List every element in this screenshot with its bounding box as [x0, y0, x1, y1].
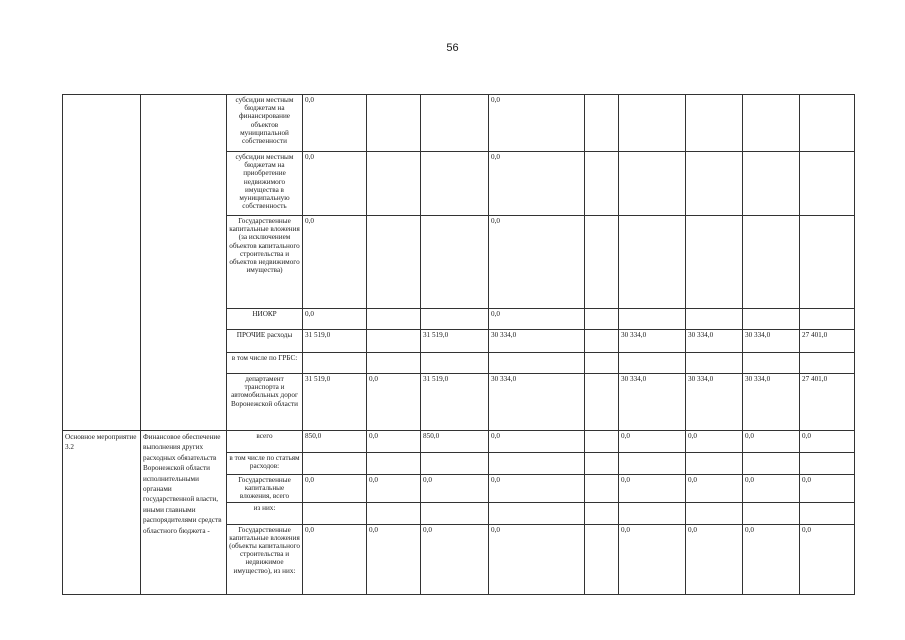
value-cell: 30 334,0: [619, 330, 686, 353]
expense-item-label: ПРОЧИЕ расходы: [227, 330, 303, 353]
value-cell: 0,0: [303, 524, 367, 594]
value-cell: [686, 152, 743, 216]
value-cell: [421, 216, 489, 309]
value-cell: 850,0: [421, 431, 489, 453]
value-cell: [367, 353, 421, 374]
value-cell: [585, 152, 619, 216]
value-cell: [421, 353, 489, 374]
value-cell: [585, 475, 619, 503]
value-cell: [585, 216, 619, 309]
value-cell: 0,0: [619, 431, 686, 453]
value-cell: [367, 453, 421, 475]
value-cell: [585, 502, 619, 524]
expense-item-label: из них:: [227, 502, 303, 524]
value-cell: 30 334,0: [619, 374, 686, 431]
value-cell: 0,0: [619, 475, 686, 503]
value-cell: [686, 453, 743, 475]
value-cell: 0,0: [367, 475, 421, 503]
value-cell: 0,0: [686, 524, 743, 594]
value-cell: [585, 353, 619, 374]
value-cell: [800, 152, 855, 216]
value-cell: [421, 453, 489, 475]
value-cell: [585, 309, 619, 330]
value-cell: [489, 502, 585, 524]
budget-table: [62, 94, 905, 595]
value-cell: 27 401,0: [800, 374, 855, 431]
value-cell: 0,0: [800, 524, 855, 594]
value-cell: 0,0: [367, 524, 421, 594]
value-cell: 0,0: [303, 152, 367, 216]
value-cell: [686, 353, 743, 374]
blank-name-cell: [141, 95, 227, 431]
value-cell: [743, 216, 800, 309]
expense-item-label: в том числе по ГРБС:: [227, 353, 303, 374]
value-cell: 0,0: [367, 374, 421, 431]
value-cell: [489, 453, 585, 475]
value-cell: 0,0: [421, 475, 489, 503]
expense-item-label: всего: [227, 431, 303, 453]
expense-item-label: Государственные капитальные вложения (за исключением объектов капитального строительства и объектов недвижимого имущества): [227, 216, 303, 309]
value-cell: [619, 95, 686, 152]
value-cell: 0,0: [489, 475, 585, 503]
value-cell: [367, 309, 421, 330]
table-row: [63, 95, 905, 152]
value-cell: 0,0: [489, 216, 585, 309]
value-cell: 0,0: [619, 524, 686, 594]
value-cell: 0,0: [489, 95, 585, 152]
value-cell: [367, 216, 421, 309]
table-row: [63, 431, 905, 453]
value-cell: 30 334,0: [686, 330, 743, 353]
value-cell: [800, 353, 855, 374]
value-cell: 31 519,0: [421, 330, 489, 353]
value-cell: [367, 502, 421, 524]
expense-item-label: департамент транспорта и автомобильных дорог Воронежской области: [227, 374, 303, 431]
value-cell: 0,0: [686, 475, 743, 503]
expense-item-label: субсидии местным бюджетам на приобретение недвижимого имущества в муниципальную собственность: [227, 152, 303, 216]
value-cell: [686, 216, 743, 309]
value-cell: [743, 95, 800, 152]
value-cell: 0,0: [367, 431, 421, 453]
value-cell: [686, 95, 743, 152]
expense-item-label: Государственные капитальные вложения, всего: [227, 475, 303, 503]
expense-item-label: НИОКР: [227, 309, 303, 330]
value-cell: 30 334,0: [489, 330, 585, 353]
value-cell: [421, 152, 489, 216]
value-cell: [619, 453, 686, 475]
value-cell: 0,0: [800, 475, 855, 503]
value-cell: [489, 353, 585, 374]
value-cell: [743, 502, 800, 524]
value-cell: [585, 330, 619, 353]
value-cell: 0,0: [743, 524, 800, 594]
value-cell: [619, 309, 686, 330]
value-cell: [421, 309, 489, 330]
value-cell: 0,0: [743, 475, 800, 503]
value-cell: 30 334,0: [743, 374, 800, 431]
value-cell: [619, 216, 686, 309]
value-cell: 30 334,0: [743, 330, 800, 353]
value-cell: 0,0: [489, 431, 585, 453]
value-cell: [585, 524, 619, 594]
value-cell: [800, 453, 855, 475]
value-cell: [421, 95, 489, 152]
expense-item-label: Государственные капитальные вложения (объекты капитального строительства и недвижимое имущество), из них:: [227, 524, 303, 594]
value-cell: [743, 152, 800, 216]
value-cell: 0,0: [303, 95, 367, 152]
value-cell: [303, 353, 367, 374]
value-cell: [421, 502, 489, 524]
value-cell: [686, 309, 743, 330]
value-cell: 0,0: [800, 431, 855, 453]
blank-status-cell: [63, 95, 141, 431]
value-cell: 0,0: [743, 431, 800, 453]
value-cell: 0,0: [489, 524, 585, 594]
value-cell: [743, 309, 800, 330]
value-cell: [800, 309, 855, 330]
value-cell: [367, 152, 421, 216]
value-cell: 31 519,0: [421, 374, 489, 431]
value-cell: 30 334,0: [686, 374, 743, 431]
expense-item-label: в том числе по статьям расходов:: [227, 453, 303, 475]
value-cell: [367, 330, 421, 353]
value-cell: 0,0: [489, 309, 585, 330]
value-cell: 850,0: [303, 431, 367, 453]
value-cell: 0,0: [303, 475, 367, 503]
value-cell: [743, 453, 800, 475]
value-cell: 0,0: [489, 152, 585, 216]
value-cell: 0,0: [421, 524, 489, 594]
value-cell: 31 519,0: [303, 374, 367, 431]
value-cell: [619, 152, 686, 216]
value-cell: [800, 95, 855, 152]
value-cell: 0,0: [303, 216, 367, 309]
value-cell: [303, 502, 367, 524]
value-cell: [585, 95, 619, 152]
value-cell: [619, 502, 686, 524]
value-cell: [585, 374, 619, 431]
value-cell: [367, 95, 421, 152]
value-cell: 31 519,0: [303, 330, 367, 353]
expense-item-label: субсидии местным бюджетам на финансирование объектов муниципальной собственности: [227, 95, 303, 152]
value-cell: [619, 353, 686, 374]
value-cell: 0,0: [686, 431, 743, 453]
table-body: [63, 95, 905, 595]
value-cell: [800, 216, 855, 309]
value-cell: [585, 453, 619, 475]
value-cell: 0,0: [303, 309, 367, 330]
value-cell: [743, 353, 800, 374]
value-cell: [585, 431, 619, 453]
value-cell: 30 334,0: [489, 374, 585, 431]
value-cell: [686, 502, 743, 524]
value-cell: 27 401,0: [800, 330, 855, 353]
measure-status-cell: Основное мероприятие 3.2: [63, 431, 141, 595]
value-cell: [303, 453, 367, 475]
page-number: 56: [446, 42, 459, 54]
value-cell: [800, 502, 855, 524]
measure-name-cell: Финансовое обеспечение выполнения других расходных обязательств Воронежской области исполнительными органами государственной власти, иными главными распорядителями средств областного бюджета -: [141, 431, 227, 595]
